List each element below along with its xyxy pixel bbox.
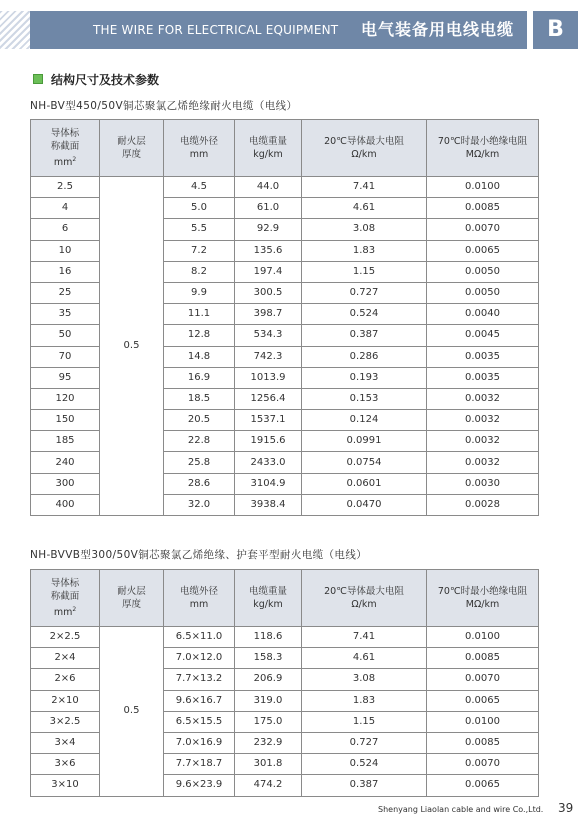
cell-diameter: 5.5 [164, 219, 235, 240]
cell-insulation: 0.0100 [427, 711, 539, 732]
cell-insulation: 0.0045 [427, 325, 539, 346]
cell-weight: 135.6 [235, 240, 302, 261]
cell-insulation: 0.0040 [427, 304, 539, 325]
cell-size: 2.5 [31, 177, 100, 198]
cell-weight: 44.0 [235, 177, 302, 198]
cell-weight: 118.6 [235, 627, 302, 648]
cell-resistance: 0.0754 [302, 452, 427, 473]
cell-size: 10 [31, 240, 100, 261]
cell-insulation: 0.0100 [427, 177, 539, 198]
cell-diameter: 28.6 [164, 473, 235, 494]
fire-layer-thickness-cell: 0.5 [100, 177, 164, 516]
col-header-weight: 电缆重量 kg/km [235, 570, 302, 627]
cell-diameter: 9.6×16.7 [164, 690, 235, 711]
cell-resistance: 0.286 [302, 346, 427, 367]
cell-insulation: 0.0085 [427, 732, 539, 753]
section-heading-text: 结构尺寸及技术参数 [51, 73, 160, 87]
cell-diameter: 11.1 [164, 304, 235, 325]
cell-size: 2×10 [31, 690, 100, 711]
cell-insulation: 0.0065 [427, 775, 539, 796]
cell-insulation: 0.0035 [427, 367, 539, 388]
cell-diameter: 25.8 [164, 452, 235, 473]
table1 [30, 119, 539, 516]
cell-resistance: 0.727 [302, 282, 427, 303]
cell-resistance: 1.83 [302, 690, 427, 711]
table-row [31, 177, 539, 198]
cell-insulation: 0.0050 [427, 261, 539, 282]
cell-diameter: 7.2 [164, 240, 235, 261]
cell-weight: 158.3 [235, 648, 302, 669]
col-header-fire-layer: 耐火层 厚度 [100, 120, 164, 177]
cell-weight: 534.3 [235, 325, 302, 346]
cell-weight: 474.2 [235, 775, 302, 796]
cell-resistance: 1.15 [302, 711, 427, 732]
cell-size: 300 [31, 473, 100, 494]
cell-weight: 1256.4 [235, 388, 302, 409]
cell-size: 6 [31, 219, 100, 240]
cell-insulation: 0.0032 [427, 410, 539, 431]
cell-size: 35 [31, 304, 100, 325]
cell-diameter: 6.5×11.0 [164, 627, 235, 648]
cell-resistance: 0.727 [302, 732, 427, 753]
cell-size: 2×4 [31, 648, 100, 669]
col-header-resistance: 20℃导体最大电阻 Ω/km [302, 120, 427, 177]
cell-size: 120 [31, 388, 100, 409]
cell-diameter: 8.2 [164, 261, 235, 282]
cell-size: 400 [31, 494, 100, 515]
cell-diameter: 18.5 [164, 388, 235, 409]
cell-insulation: 0.0085 [427, 648, 539, 669]
cell-resistance: 4.61 [302, 648, 427, 669]
cell-weight: 206.9 [235, 669, 302, 690]
cell-weight: 2433.0 [235, 452, 302, 473]
cell-size: 3×4 [31, 732, 100, 753]
cell-weight: 3938.4 [235, 494, 302, 515]
cell-size: 3×2.5 [31, 711, 100, 732]
cell-weight: 300.5 [235, 282, 302, 303]
cell-insulation: 0.0070 [427, 669, 539, 690]
cell-weight: 1915.6 [235, 431, 302, 452]
cell-diameter: 5.0 [164, 198, 235, 219]
cell-insulation: 0.0032 [427, 388, 539, 409]
header-chinese-title: 电气装备用电线电缆 [361, 20, 515, 39]
cell-weight: 232.9 [235, 732, 302, 753]
cell-insulation: 0.0032 [427, 452, 539, 473]
cell-insulation: 0.0070 [427, 219, 539, 240]
header-stripe-decoration [0, 11, 30, 49]
cell-diameter: 7.7×18.7 [164, 754, 235, 775]
cell-resistance: 4.61 [302, 198, 427, 219]
cell-diameter: 7.0×16.9 [164, 732, 235, 753]
cell-resistance: 1.83 [302, 240, 427, 261]
cell-size: 50 [31, 325, 100, 346]
cell-resistance: 0.193 [302, 367, 427, 388]
cell-resistance: 0.387 [302, 775, 427, 796]
col-header-diameter: 电缆外径 mm [164, 120, 235, 177]
cell-resistance: 0.524 [302, 754, 427, 775]
cell-diameter: 32.0 [164, 494, 235, 515]
cell-insulation: 0.0070 [427, 754, 539, 775]
cell-diameter: 9.9 [164, 282, 235, 303]
cell-insulation: 0.0050 [427, 282, 539, 303]
cell-size: 185 [31, 431, 100, 452]
cell-size: 2×2.5 [31, 627, 100, 648]
cell-diameter: 14.8 [164, 346, 235, 367]
col-header-insulation: 70℃时最小绝缘电阻 MΩ/km [427, 570, 539, 627]
cell-diameter: 12.8 [164, 325, 235, 346]
cell-size: 150 [31, 410, 100, 431]
cell-resistance: 7.41 [302, 177, 427, 198]
cell-insulation: 0.0085 [427, 198, 539, 219]
cell-insulation: 0.0065 [427, 690, 539, 711]
cell-resistance: 7.41 [302, 627, 427, 648]
cell-resistance: 3.08 [302, 219, 427, 240]
cell-diameter: 4.5 [164, 177, 235, 198]
cell-diameter: 22.8 [164, 431, 235, 452]
cell-resistance: 0.153 [302, 388, 427, 409]
cell-insulation: 0.0028 [427, 494, 539, 515]
cell-resistance: 0.0470 [302, 494, 427, 515]
cell-size: 3×6 [31, 754, 100, 775]
cell-size: 4 [31, 198, 100, 219]
cell-size: 70 [31, 346, 100, 367]
cell-insulation: 0.0030 [427, 473, 539, 494]
cell-weight: 319.0 [235, 690, 302, 711]
cell-diameter: 9.6×23.9 [164, 775, 235, 796]
cell-resistance: 0.524 [302, 304, 427, 325]
cell-weight: 92.9 [235, 219, 302, 240]
col-header-diameter: 电缆外径 mm [164, 570, 235, 627]
cell-insulation: 0.0100 [427, 627, 539, 648]
cell-resistance: 0.387 [302, 325, 427, 346]
section-heading [33, 71, 159, 87]
fire-layer-thickness-cell: 0.5 [100, 627, 164, 797]
cell-resistance: 0.124 [302, 410, 427, 431]
col-header-fire-layer: 耐火层 厚度 [100, 570, 164, 627]
cell-size: 240 [31, 452, 100, 473]
cell-size: 2×6 [31, 669, 100, 690]
table1-title: NH-BV型450/50V铜芯聚氯乙烯绝缘耐火电缆（电线） [30, 100, 298, 112]
cell-insulation: 0.0032 [427, 431, 539, 452]
cell-resistance: 3.08 [302, 669, 427, 690]
cell-diameter: 16.9 [164, 367, 235, 388]
cell-size: 16 [31, 261, 100, 282]
cell-diameter: 6.5×15.5 [164, 711, 235, 732]
cell-weight: 398.7 [235, 304, 302, 325]
cell-size: 25 [31, 282, 100, 303]
table2-header-row [31, 570, 539, 627]
table-row [31, 627, 539, 648]
cell-diameter: 20.5 [164, 410, 235, 431]
cell-diameter: 7.0×12.0 [164, 648, 235, 669]
cell-size: 95 [31, 367, 100, 388]
cell-resistance: 0.0991 [302, 431, 427, 452]
square-bullet-icon [33, 74, 43, 84]
footer-company: Shenyang Liaolan cable and wire Co.,Ltd. [378, 805, 544, 814]
cell-weight: 61.0 [235, 198, 302, 219]
cell-resistance: 0.0601 [302, 473, 427, 494]
table2-title: NH-BVVB型300/50V铜芯聚氯乙烯绝缘、护套平型耐火电缆（电线） [30, 549, 368, 561]
table1-header-row [31, 120, 539, 177]
cell-weight: 3104.9 [235, 473, 302, 494]
cell-weight: 1537.1 [235, 410, 302, 431]
page-number: 39 [558, 801, 574, 815]
col-header-insulation: 70℃时最小绝缘电阻 MΩ/km [427, 120, 539, 177]
cell-insulation: 0.0035 [427, 346, 539, 367]
cell-weight: 1013.9 [235, 367, 302, 388]
col-header-size: 导体标 称截面 $mm^2$ [31, 570, 100, 627]
cell-weight: 301.8 [235, 754, 302, 775]
cell-size: 3×10 [31, 775, 100, 796]
col-header-size: 导体标 称截面 $mm^2$ [31, 120, 100, 177]
header-english-title: THE WIRE FOR ELECTRICAL EQUIPMENT [93, 23, 339, 37]
cell-weight: 742.3 [235, 346, 302, 367]
cell-weight: 175.0 [235, 711, 302, 732]
table2 [30, 569, 539, 797]
section-letter-badge: B [533, 11, 578, 49]
col-header-resistance: 20℃导体最大电阻 Ω/km [302, 570, 427, 627]
cell-insulation: 0.0065 [427, 240, 539, 261]
cell-resistance: 1.15 [302, 261, 427, 282]
col-header-weight: 电缆重量 kg/km [235, 120, 302, 177]
cell-weight: 197.4 [235, 261, 302, 282]
cell-diameter: 7.7×13.2 [164, 669, 235, 690]
